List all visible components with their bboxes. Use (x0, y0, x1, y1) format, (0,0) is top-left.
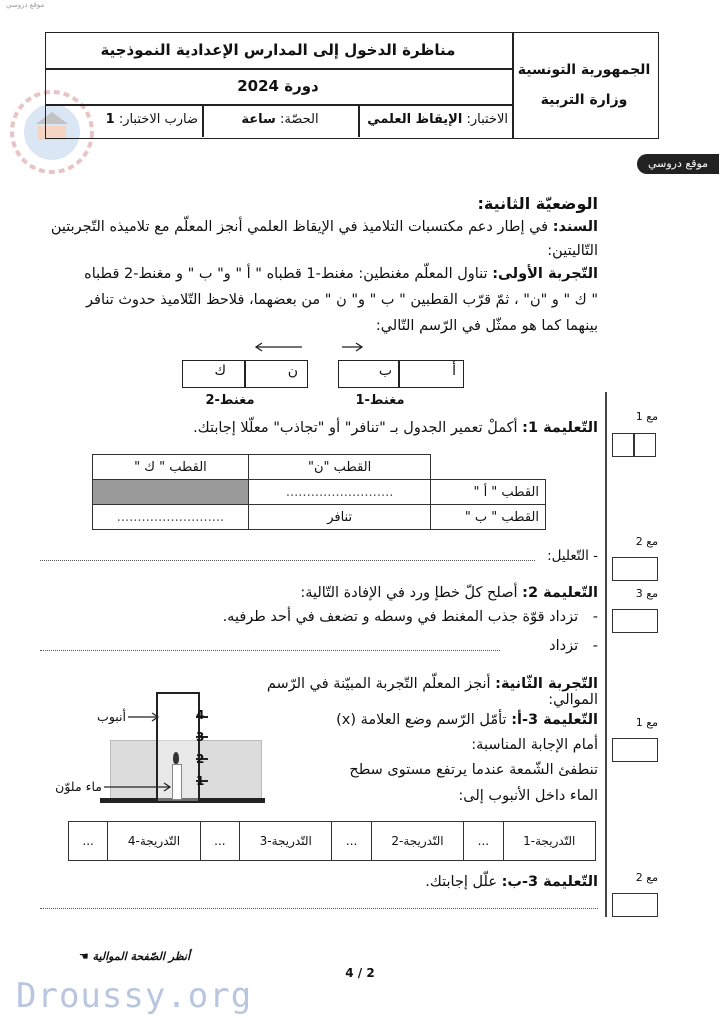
grad-4: 4 (196, 708, 205, 722)
q1-justify-label: - التّعليل: (547, 548, 598, 564)
water-pointer-arrow (104, 780, 176, 794)
ministry-text: وزارة التربية (540, 92, 628, 108)
mark-box-2[interactable] (612, 557, 658, 581)
mark-box-1b[interactable] (634, 433, 656, 457)
col-header-n: القطب "ن" (248, 455, 430, 480)
page-number: 4 / 2 (345, 966, 375, 980)
option-2-label: التّدريجة-2 (371, 822, 463, 861)
repulsion-arrows (250, 340, 370, 354)
q3a-line-1: التّعليمة 3-أ: تأمّل الرّسم وضع العلامة (x) (336, 712, 598, 728)
option-2-box[interactable]: ... (332, 822, 371, 861)
magnet-1-pole-left: ب (378, 363, 392, 379)
q3b-text: التّعليمة 3-ب: علّل إجابتك. (425, 874, 598, 890)
exam-coefficient: ضارب الاختبار: 1 (105, 112, 198, 127)
republic-text: الجمهورية التونسية (517, 62, 651, 78)
cell-b-k[interactable]: .......................... (93, 505, 249, 530)
q2-text: التّعليمة 2: أصلح كلّ خطإ ورد في الإفادة التّالية: (300, 585, 598, 601)
mark-label-3: مع 3 (635, 587, 658, 600)
exp1-line-1: التّجربة الأولى: تناول المعلّم مغنطين: مغنط-1 قطباه " أ " و" ب " و مغنط-2 قطباه (84, 266, 598, 282)
grad-2: 2 (196, 752, 205, 766)
next-page-note: أنظر الصّفحة الموالية ☚ (78, 950, 190, 963)
mark-label-4: مع 1 (635, 716, 658, 729)
margin-separator (605, 392, 607, 917)
mark-box-4[interactable] (612, 738, 658, 762)
option-4-box[interactable]: ... (69, 822, 108, 861)
cell-a-k (93, 480, 249, 505)
option-3-label: التّدريجة-3 (240, 822, 332, 861)
mark-label-1: مع 1 (635, 410, 658, 423)
row-header-b: القطب " ب " (431, 505, 546, 530)
option-1-label: التّدريجة-1 (503, 822, 596, 861)
q1-justify-line[interactable] (40, 560, 535, 561)
magnet-2-pole-right: ن (287, 363, 298, 379)
cell-a-n[interactable]: .......................... (248, 480, 430, 505)
exp2-text: التّجربة الثّانية: أنجز المعلّم التّجربة المبيّنة في الرّسم الموالي: (266, 676, 598, 708)
option-3-box[interactable]: ... (200, 822, 239, 861)
mark-box-3[interactable] (612, 609, 658, 633)
exp1-line-3: بينهما كما هو ممثّل في الرّسم التّالي: (375, 318, 598, 334)
tube-label: أنبوب (97, 709, 126, 724)
droussy-watermark: Droussy.org (16, 976, 253, 1016)
exam-title: مناظرة الدخول إلى المدارس الإعدادية النموذجية (100, 41, 456, 59)
grad-1: 1 (196, 774, 205, 788)
q2-bullet-1: - تزداد قوّة جذب المغنط في وسطه و تضعف في أحد طرفيه. (222, 609, 598, 625)
q3b-answer-line[interactable] (40, 908, 598, 909)
pointing-hand-icon: ☚ (78, 950, 89, 963)
q2-bullet-2: - تزداد (549, 638, 598, 654)
magnet-1-label: مغنط-1 (355, 393, 405, 408)
flame-icon (173, 752, 179, 764)
exam-duration: الحصّة: ساعة (241, 112, 319, 127)
magnet-2-label: مغنط-2 (205, 393, 255, 408)
top-mini-text: موقع دروسي (6, 1, 45, 9)
mark-label-2: مع 2 (635, 535, 658, 548)
grad-3: 3 (196, 730, 205, 744)
mark-label-5: مع 2 (635, 871, 658, 884)
cell-b-n: تنافر (248, 505, 430, 530)
site-tag: موقع دروسي (637, 154, 719, 174)
q3a-line-3: تنطفئ الشّمعة عندما يرتفع مستوى سطح (349, 762, 598, 778)
q3a-line-2: أمام الإجابة المناسبة: (471, 737, 598, 753)
q1-text: التّعليمة 1: أكملْ تعمير الجدول بـ "تنافر" أو "تجاذب" معلّلا إجابتك. (193, 420, 598, 436)
q3a-options-table (68, 821, 596, 861)
q2-answer-line[interactable] (40, 650, 500, 651)
tube-pointer-arrow (128, 710, 164, 724)
exam-session: دورة 2024 (237, 77, 319, 95)
row-header-a: القطب " أ " (431, 480, 546, 505)
situation-title: الوضعيّة الثانية: (477, 194, 598, 213)
water-label: ماء ملوّن (55, 779, 102, 794)
context-line-1: السند: في إطار دعم مكتسبات التلاميذ في الإيقاظ العلمي أنجز المعلّم مع تلاميذه التّجربتين (50, 219, 598, 235)
exp1-line-2: " ك " و "ن" ، ثمّ قرّب القطبين " ب " و" ن " من بعضهما، فلاحظ التّلاميذ حدوث تنافر (86, 292, 598, 308)
q3a-line-4: الماء داخل الأنبوب إلى: (458, 788, 598, 804)
context-line-2: التّاليتين: (547, 243, 598, 259)
exam-subject: الاختبار: الإيقاظ العلمي (367, 112, 508, 127)
col-header-k: القطب " ك " (93, 455, 249, 480)
q1-answer-table (92, 454, 546, 530)
mark-box-5[interactable] (612, 893, 658, 917)
magnet-2-pole-left: ك (214, 363, 226, 379)
option-1-box[interactable]: ... (464, 822, 503, 861)
mark-box-1a[interactable] (612, 433, 634, 457)
option-4-label: التّدريجة-4 (108, 822, 200, 861)
ministry-box (513, 32, 659, 139)
magnet-1-pole-right: أ (452, 363, 456, 379)
